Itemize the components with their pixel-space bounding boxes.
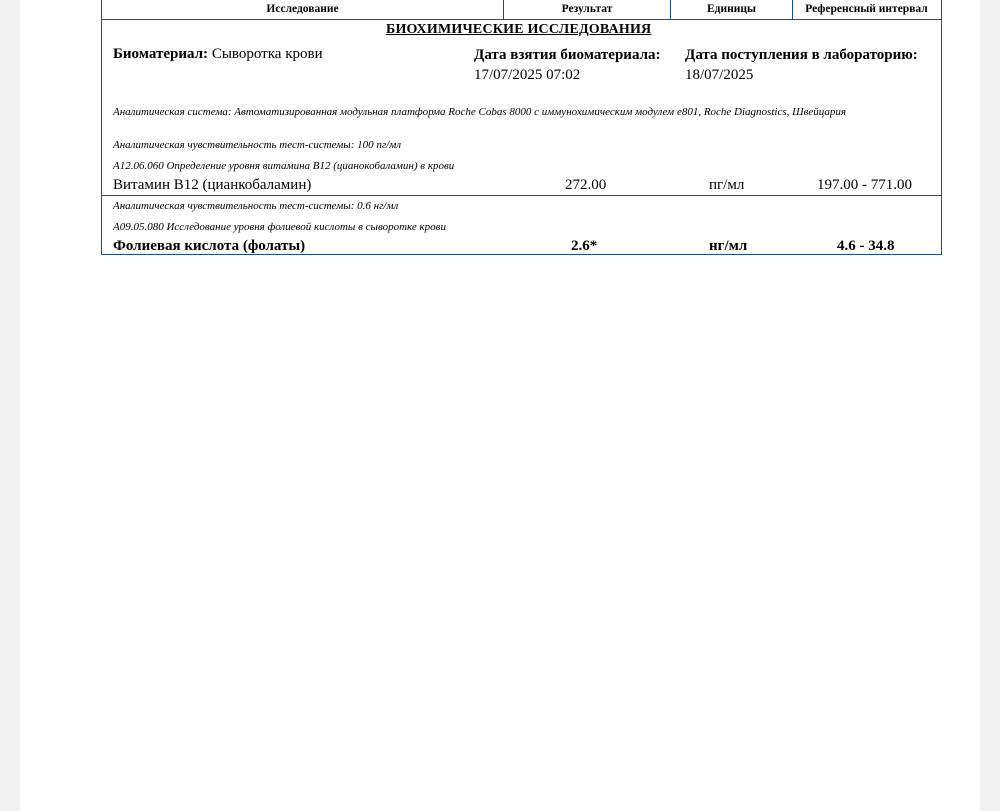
result-value: 272.00 — [565, 177, 607, 193]
result-value: 2.6* — [571, 238, 598, 254]
result-units: пг/мл — [709, 177, 745, 193]
sample-taken — [474, 45, 661, 85]
result-name: Витамин B12 (цианкобаламин) — [113, 177, 312, 193]
note-code-b12: A12.06.060 Определение уровня витамина B12 (цианокобаламин) в крови — [113, 160, 455, 172]
note-analytic-system: Аналитическая система: Автоматизированная модульная платформа Roche Cobas 8000 с иммунохимическим модулем e801, Roche Diagnostics, Швейцария — [113, 106, 846, 118]
document-page — [20, 0, 980, 811]
result-units: нг/мл — [709, 238, 748, 254]
table-header — [102, 0, 941, 20]
sample-taken-value: 17/07/2025 07:02 — [474, 67, 581, 83]
lab-received-label: Дата поступления в лабораторию: — [685, 47, 918, 63]
biomaterial-label: Биоматериал: — [113, 46, 209, 62]
result-reference: 4.6 - 34.8 — [837, 238, 895, 254]
result-row-folate — [102, 238, 941, 256]
result-reference: 197.00 - 771.00 — [817, 177, 912, 193]
sample-taken-label: Дата взятия биоматериала: — [474, 47, 661, 63]
result-name: Фолиевая кислота (фолаты) — [113, 238, 306, 254]
note-sensitivity-b12: Аналитическая чувствительность тест-системы: 100 пг/мл — [113, 139, 402, 151]
section-title: БИОХИМИЧЕСКИЕ ИССЛЕДОВАНИЯ — [386, 22, 652, 37]
lab-received-value: 18/07/2025 — [685, 67, 754, 83]
header-reference: Референсный интервал — [792, 0, 940, 19]
header-units: Единицы — [670, 0, 792, 19]
biomaterial — [113, 46, 323, 63]
note-sensitivity-folate: Аналитическая чувствительность тест-системы: 0.6 нг/мл — [113, 200, 399, 212]
lab-received — [685, 45, 918, 85]
row-divider — [102, 195, 941, 196]
header-study: Исследование — [266, 3, 339, 15]
biomaterial-value: Сыворотка крови — [211, 46, 323, 62]
result-row-b12 — [102, 177, 941, 195]
lab-report-table — [101, 0, 942, 255]
header-result: Результат — [503, 0, 670, 19]
note-code-folate: A09.05.080 Исследование уровня фолиевой кислоты в сыворотке крови — [113, 221, 446, 233]
